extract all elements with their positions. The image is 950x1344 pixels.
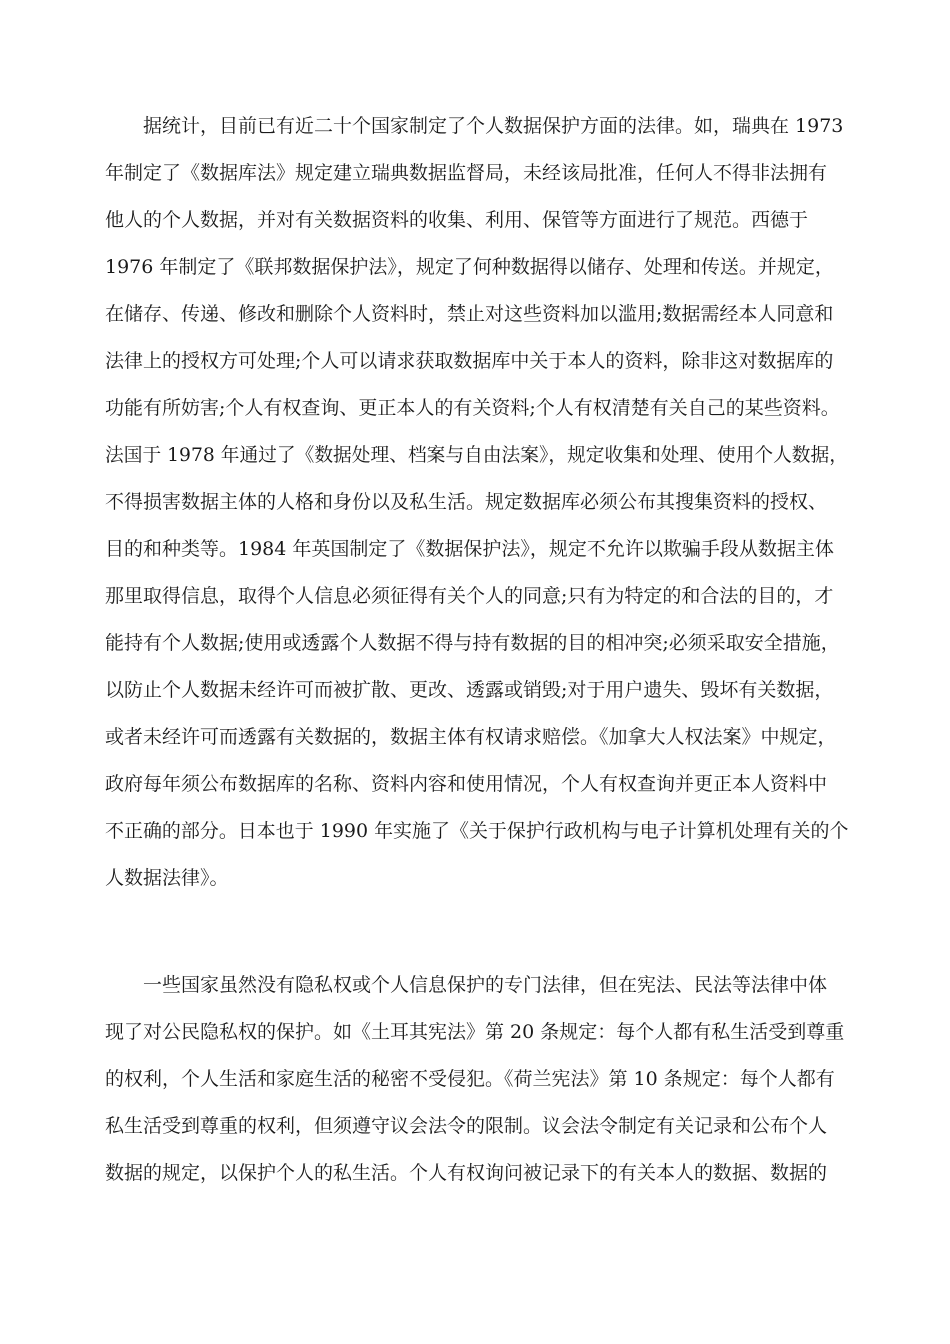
paragraph-1-line-8: 法国于 1978 年通过了《数据处理、档案与自由法案》，规定收集和处理、使用个人数据，	[105, 444, 848, 466]
paragraph-2-line-5: 数据的规定，以保护个人的私生活。个人有权询问被记录下的有关本人的数据、数据的	[105, 1162, 828, 1184]
paragraph-1-line-9: 不得损害数据主体的人格和身份以及私生活。规定数据库必须公布其搜集资料的授权、	[105, 491, 828, 513]
paragraph-2-line-3: 的权利，个人生活和家庭生活的秘密不受侵犯。《荷兰宪法》第 10 条规定：每个人都有	[105, 1068, 835, 1090]
paragraph-2-line-1: 一些国家虽然没有隐私权或个人信息保护的专门法律，但在宪法、民法等法律中体	[143, 974, 828, 996]
paragraph-2-line-4: 私生活受到尊重的权利，但须遵守议会法令的限制。议会法令制定有关记录和公布个人	[105, 1115, 828, 1137]
paragraph-1-line-4: 1976 年制定了《联邦数据保护法》，规定了何种数据得以储存、处理和传送。并规定，	[105, 256, 834, 278]
paragraph-1-line-3: 他人的个人数据，并对有关数据资料的收集、利用、保管等方面进行了规范。西德于	[105, 209, 809, 231]
paragraph-1-line-1: 据统计，目前已有近二十个国家制定了个人数据保护方面的法律。如，瑞典在 1973	[143, 115, 844, 137]
paragraph-1-line-10: 目的和种类等。1984 年英国制定了《数据保护法》，规定不允许以欺骗手段从数据主体	[105, 538, 834, 560]
paragraph-1-line-12: 能持有个人数据;使用或透露个人数据不得与持有数据的目的相冲突;必须采取安全措施，	[105, 632, 840, 654]
paragraph-1-line-5: 在储存、传递、修改和删除个人资料时，禁止对这些资料加以滥用;数据需经本人同意和	[105, 303, 834, 325]
paragraph-1-line-16: 不正确的部分。日本也于 1990 年实施了《关于保护行政机构与电子计算机处理有关的个	[105, 820, 849, 842]
paragraph-1-line-13: 以防止个人数据未经许可而被扩散、更改、透露或销毁;对于用户遗失、毁坏有关数据，	[105, 679, 834, 701]
paragraph-1-line-17: 人数据法律》。	[105, 867, 229, 889]
paragraph-1-line-14: 或者未经许可而透露有关数据的，数据主体有权请求赔偿。《加拿大人权法案》中规定，	[105, 726, 837, 748]
paragraph-1-line-11: 那里取得信息，取得个人信息必须征得有关个人的同意;只有为特定的和合法的目的，才	[105, 585, 834, 607]
paragraph-1-line-15: 政府每年须公布数据库的名称、资料内容和使用情况，个人有权查询并更正本人资料中	[105, 773, 828, 795]
paragraph-1-line-6: 法律上的授权方可处理;个人可以请求获取数据库中关于本人的资料，除非这对数据库的	[105, 350, 834, 372]
paragraph-2-line-2: 现了对公民隐私权的保护。如《土耳其宪法》第 20 条规定：每个人都有私生活受到尊重	[105, 1021, 845, 1043]
paragraph-1-line-2: 年制定了《数据库法》规定建立瑞典数据监督局，未经该局批准，任何人不得非法拥有	[105, 162, 828, 184]
paragraph-1-line-7: 功能有所妨害;个人有权查询、更正本人的有关资料;个人有权清楚有关自己的某些资料。	[105, 397, 840, 419]
